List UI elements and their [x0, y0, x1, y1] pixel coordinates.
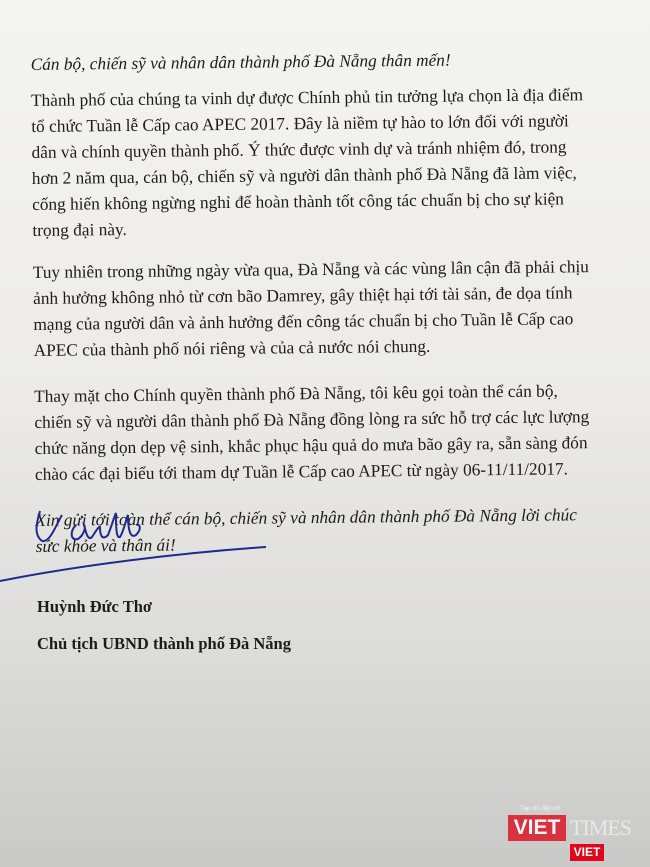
signer-name: Huỳnh Đức Thơ: [37, 597, 153, 616]
logo-tagline: Tạp chí điện tử: [520, 806, 561, 812]
paragraph-1-line: tổ chức Tuần lễ Cấp cao APEC 2017. Đây là niềm tự hào to lớn đối với người: [31, 111, 569, 136]
salutation: Cán bộ, chiến sỹ và nhân dân thành phố Đà Nẵng thân mến!: [30, 50, 451, 74]
paragraph-2-line: ảnh hưởng không nhỏ từ cơn bão Damrey, gây thiệt hại tới tài sản, đe dọa tính: [33, 283, 573, 308]
paragraph-1-line: cống hiến không ngừng nghỉ để hoàn thành tốt công tác chuẩn bị cho sự kiện: [32, 189, 564, 214]
paragraph-3-line: Thay mặt cho Chính quyền thành phố Đà Nẵng, tôi kêu gọi toàn thể cán bộ,: [34, 381, 558, 406]
paragraph-1-line: dân và chính quyền thành phố. Ý thức được vinh dự và tránh nhiệm đó, trong: [31, 137, 567, 162]
paragraph-2-line: Tuy nhiên trong những ngày vừa qua, Đà Nẵng và các vùng lân cận đã phải chịu: [32, 257, 590, 282]
logo-times: TIMES: [570, 815, 631, 840]
paragraph-3-line: chiến sỹ và người dân thành phố Đà Nẵng đồng lòng ra sức hỗ trợ các lực lượng: [34, 407, 590, 432]
paragraph-1-line: Thành phố của chúng ta vinh dự được Chính phủ tin tưởng lựa chọn là địa điểm: [30, 85, 584, 110]
paragraph-1-line: trọng đại này.: [32, 219, 127, 240]
paragraph-1-line: hơn 2 năm qua, cán bộ, chiến sỹ và người dân thành phố Đà Nẵng đã làm việc,: [31, 163, 577, 188]
viettimes-watermark-logo: [508, 806, 650, 864]
closing-line: sức khỏe và thân ái!: [35, 535, 176, 556]
paragraph-3-line: chức năng dọn dẹp vệ sinh, khắc phục hậu quả do mưa bão gây ra, sẵn sàng đón: [34, 433, 588, 458]
logo-viet-box: VIET: [508, 815, 566, 841]
closing-line: Xin gửi tới toàn thể cán bộ, chiến sỹ và nhân dân thành phố Đà Nẵng lời chúc: [35, 505, 577, 530]
logo-viet-small: VIET: [570, 844, 604, 861]
signature: [0, 495, 300, 595]
paragraph-2-line: mạng của người dân và ảnh hưởng đến công tác chuẩn bị cho Tuần lễ Cấp cao: [33, 309, 574, 334]
signer-title: Chủ tịch UBND thành phố Đà Nẵng: [37, 634, 291, 653]
paragraph-3-line: chào các đại biểu tới tham dự Tuần lễ Cấp cao APEC từ ngày 06-11/11/2017.: [34, 459, 568, 484]
paragraph-2-line: APEC của thành phố nói riêng và của cả nước nói chung.: [33, 336, 431, 360]
